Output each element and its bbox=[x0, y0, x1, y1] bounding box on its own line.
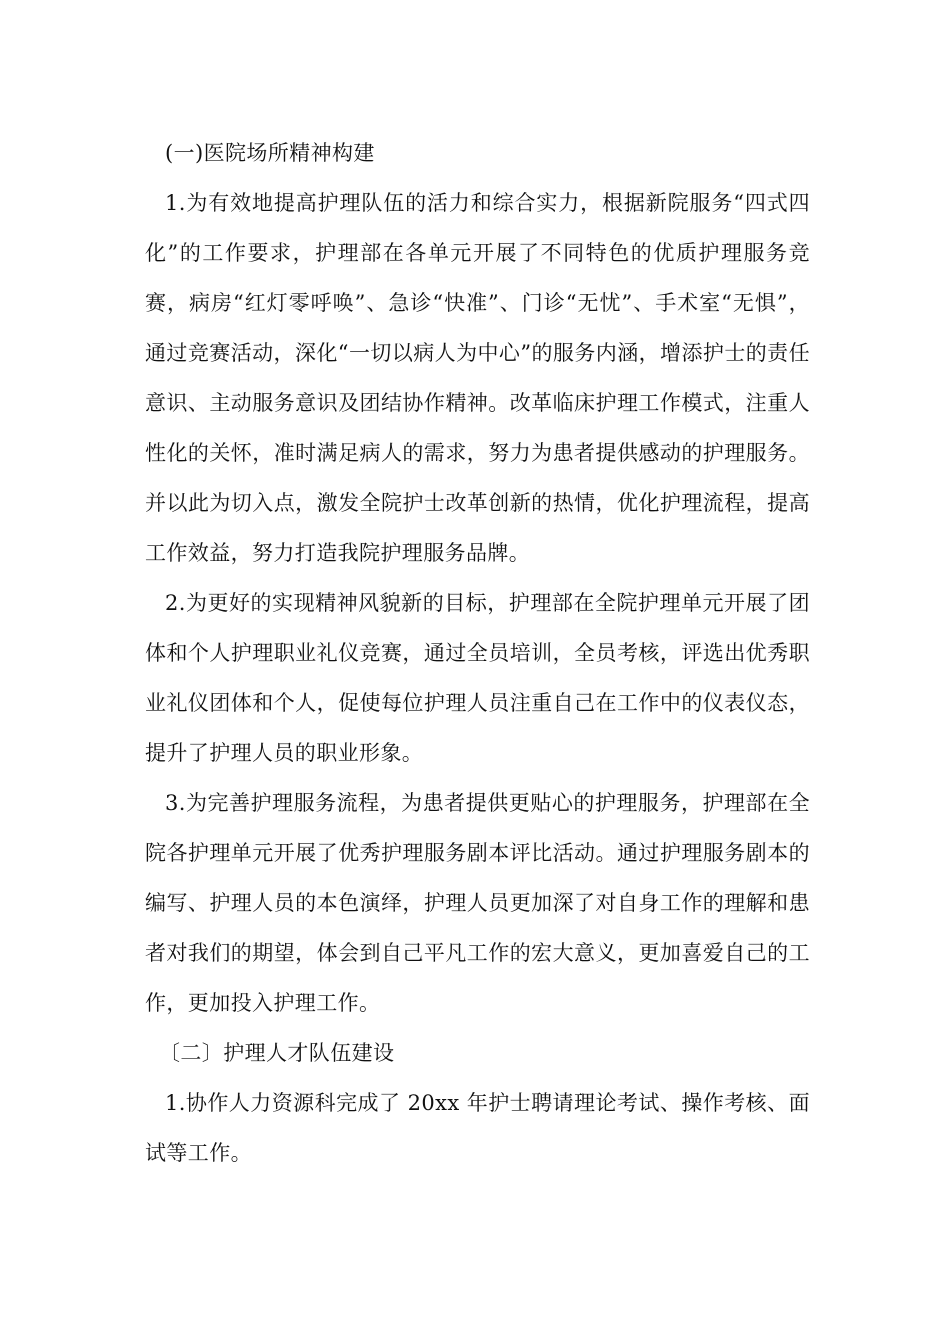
document-body bbox=[145, 128, 810, 1178]
paragraph-4: 1.协作人力资源科完成了 20xx 年护士聘请理论考试、操作考核、面试等工作。 bbox=[145, 1091, 810, 1165]
paragraph-3: 3.为完善护理服务流程，为患者提供更贴心的护理服务，护理部在全院各护理单元开展了优秀护理服务剧本评比活动。通过护理服务剧本的编写、护理人员的本色演绎，护理人员更加深了对自身工作的理解和患者对我们的期望，体会到自己平凡工作的宏大意义，更加喜爱自己的工作，更加投入护理工作。 bbox=[145, 791, 810, 1015]
section-heading-2: 〔二〕护理人才队伍建设 bbox=[159, 1041, 395, 1065]
paragraph-1: 1.为有效地提高护理队伍的活力和综合实力，根据新院服务“四式四化”的工作要求，护理部在各单元开展了不同特色的优质护理服务竞赛，病房“红灯零呼唤”、急诊“快准”、门诊“无忧”、手术室“无惧”，通过竞赛活动，深化“一切以病人为中心”的服务内涵，增添护士的责任意识、主动服务意识及团结协作精神。改革临床护理工作模式，注重人性化的关怀，准时满足病人的需求，努力为患者提供感动的护理服务。并以此为切入点，激发全院护士改革创新的热情，优化护理流程，提高工作效益，努力打造我院护理服务品牌。 bbox=[145, 191, 810, 565]
paragraph-2: 2.为更好的实现精神风貌新的目标，护理部在全院护理单元开展了团体和个人护理职业礼仪竞赛，通过全员培训，全员考核，评选出优秀职业礼仪团体和个人，促使每位护理人员注重自己在工作中的仪表仪态，提升了护理人员的职业形象。 bbox=[145, 591, 810, 765]
section-heading-1: (一)医院场所精神构建 bbox=[165, 141, 375, 165]
